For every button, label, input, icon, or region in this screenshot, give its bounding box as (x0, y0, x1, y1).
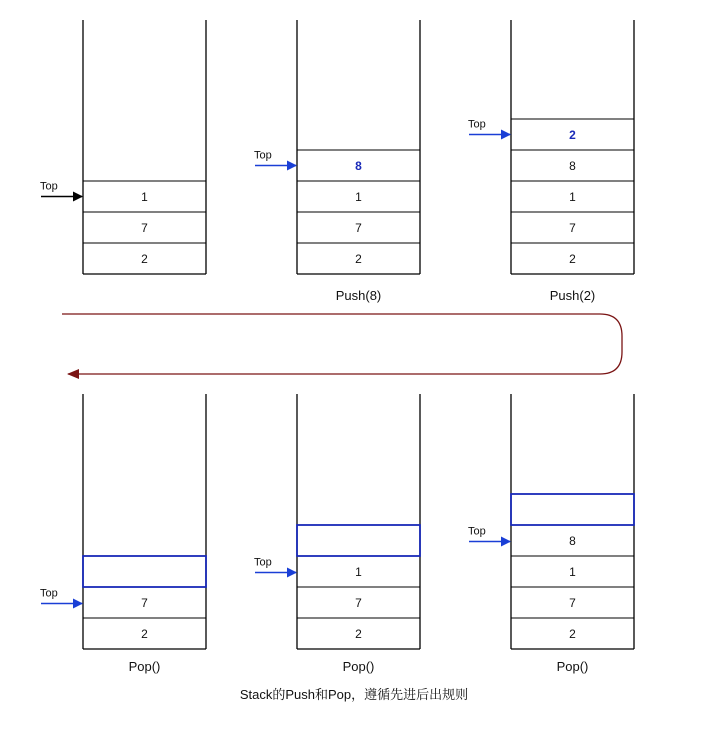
stack-cell-value: 8 (569, 534, 576, 548)
operation-label: Push(8) (335, 288, 382, 303)
stack-initial (40, 20, 206, 274)
top-pointer-label: Top (40, 587, 58, 600)
operation-label: Pop() (342, 659, 375, 674)
stack-cell-value: 7 (355, 596, 362, 610)
popped-empty-cell (83, 556, 206, 587)
stack-cell-value: 2 (141, 627, 148, 641)
stack-cell-value: 1 (355, 190, 362, 204)
stack-cell-value: 2 (569, 128, 576, 142)
stack-cell-value: 1 (569, 565, 576, 579)
flow-arrow-loop (62, 314, 622, 374)
stack-cell-value: 7 (569, 221, 576, 235)
stack-pop-3 (40, 394, 206, 674)
stack-cell-value: 7 (141, 596, 148, 610)
top-pointer-label: Top (468, 525, 486, 538)
stack-cell-value: 2 (355, 627, 362, 641)
stack-cell-value: 7 (355, 221, 362, 235)
top-pointer-label: Top (468, 118, 486, 131)
top-pointer-label: Top (40, 180, 58, 193)
stack-cell-value: 2 (355, 252, 362, 266)
stack-cell-value: 7 (141, 221, 148, 235)
popped-empty-cell (511, 494, 634, 525)
stack-cell-value: 8 (569, 159, 576, 173)
operation-label: Pop() (128, 659, 161, 674)
stack-cell-value: 2 (569, 627, 576, 641)
operation-label: Pop() (556, 659, 589, 674)
stack-pop-1 (468, 394, 634, 674)
top-pointer-label: Top (254, 556, 272, 569)
stack-cell-value: 1 (569, 190, 576, 204)
stack-cell-value: 1 (355, 565, 362, 579)
stack-cell-value: 2 (141, 252, 148, 266)
stack-cell-value: 2 (569, 252, 576, 266)
stack-cell-value: 1 (141, 190, 148, 204)
stack-cell-value: 7 (569, 596, 576, 610)
stack-cell-value: 8 (355, 159, 362, 173)
stack-pop-2 (254, 394, 420, 674)
top-pointer-label: Top (254, 149, 272, 162)
caption: Stack的Push和Pop，遵循先进后出规则 (239, 687, 469, 702)
stack-push-8 (254, 20, 420, 303)
popped-empty-cell (297, 525, 420, 556)
operation-label: Push(2) (549, 288, 596, 303)
stack-push-2 (468, 20, 634, 303)
